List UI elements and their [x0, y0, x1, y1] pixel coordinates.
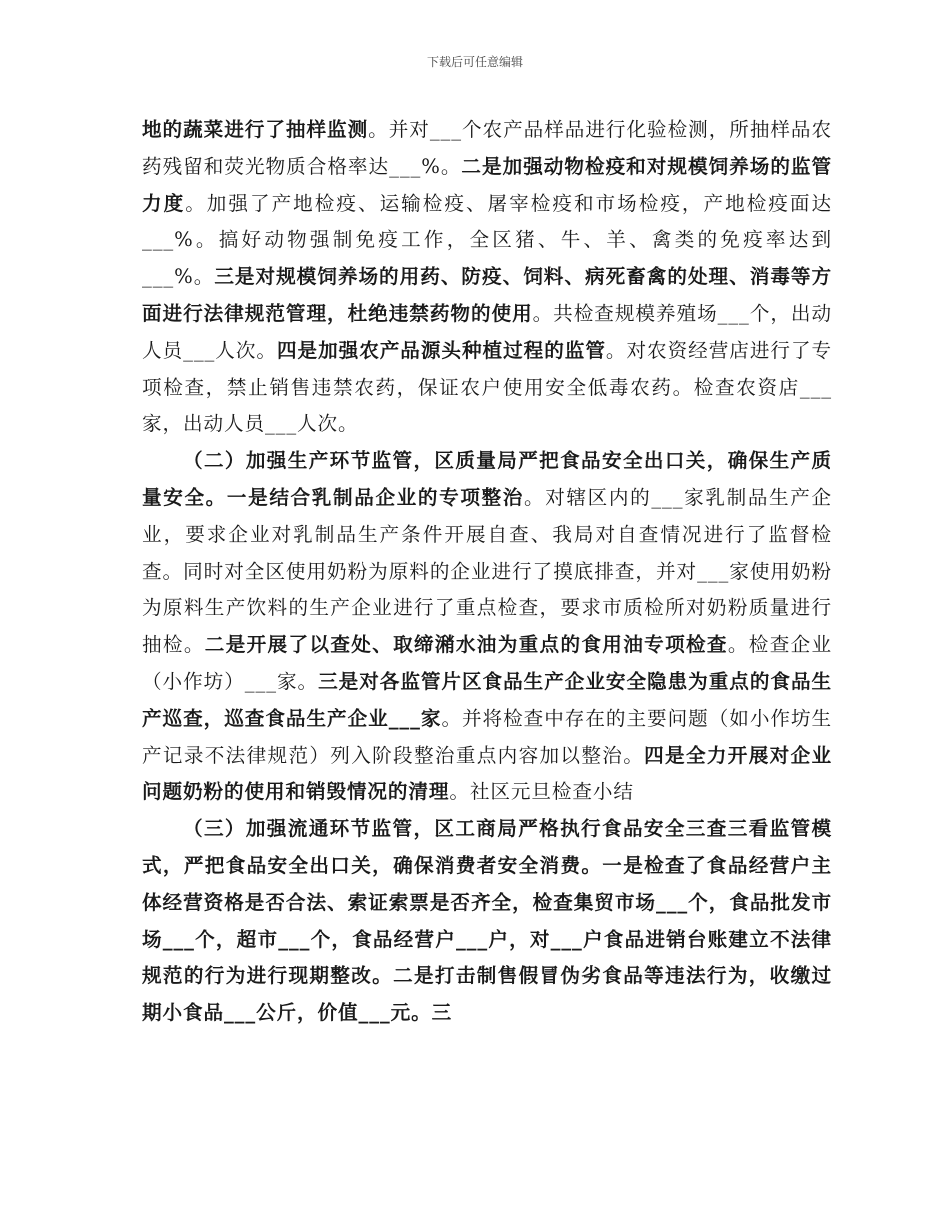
text-run: 二是加强动物检疫和对规模饲养场的监管力度 [142, 154, 832, 215]
page-header: 下载后可任意编辑 [426, 55, 523, 69]
text-run: （三）加强流通环节监管，区工商局严格执行食品安全三查三看监管模式，严把食品安全出口关，确保消费者安全消费。一是检查了食品经营户主体经营资格是否合法、索证索票是否齐全，检查集贸市场___个，食品批发市场___个，超市___个，食品经营户___户，对___户食品进销台账建立不法律规范的行为进行现期整改。二是打击制售假冒伪劣食品等违法行为，收缴过期小食品___公斤，价值___元。三 [142, 817, 832, 1025]
paragraph-section-3 [142, 811, 832, 1032]
text-run: 。对农资经营店进行了专项检查，禁止销售违禁农药，保证农户使用安全低毒农药。检查农资店___家，出动人员___人次。 [142, 338, 832, 436]
text-run: （二）加强生产环节监管，区质量局严把食品安全出口关，确保生产质量安全。一是结合乳制品企业的专项整治 [142, 449, 832, 509]
text-run: 地的蔬菜进行了抽样监测 [142, 118, 369, 141]
text-run: 。检查企业（小作坊）___家。 [142, 633, 833, 693]
text-run: 二是开展了以查处、取缔潲水油为重点的食用油专项检查 [204, 633, 728, 657]
text-run: 。并将检查中存在的主要问题（如小作坊生产记录不法律规范）列入阶段整治重点内容加以整治。 [142, 706, 832, 767]
text-run: 。社区元旦检查小结 [449, 780, 634, 804]
text-run: 四是全力开展对企业问题奶粉的使用和销毁情况的清理 [142, 743, 832, 804]
paragraph-section-2 [142, 443, 832, 811]
paragraph [142, 112, 832, 443]
document-body [142, 112, 832, 1032]
text-run: 三是对规模饲养场的用药、防疫、饲料、病死畜禽的处理、消毒等方面进行法律规范管理，杜绝违禁药物的使用 [142, 265, 833, 325]
text-run: 。共检查规模养殖场___个，出动人员___人次。 [142, 301, 832, 362]
text-run: 。对辖区内的___家乳制品生产企业，要求企业对乳制品生产条件开展自查、我局对自查情况进行了监督检查。同时对全区使用奶粉为原料的企业进行了摸底排查，并对___家使用奶粉为原料生产饮料的生产企业进行了重点检查，要求市质检所对奶粉质量进行抽检。 [142, 485, 832, 657]
text-run: 。加强了产地检疫、运输检疫、屠宰检疫和市场检疫，产地检疫面达___%。搞好动物强制免疫工作，全区猪、牛、羊、禽类的免疫率达到___%。 [142, 191, 832, 289]
text-run: 四是加强农产品源头种植过程的监管 [276, 338, 606, 362]
text-run: 。并对___个农产品样品进行化验检测，所抽样品农药残留和荧光物质合格率达___%。 [142, 118, 832, 178]
text-run: 三是对各监管片区食品生产企业安全隐患为重点的食品生产巡查，巡查食品生产企业___家 [142, 669, 833, 730]
